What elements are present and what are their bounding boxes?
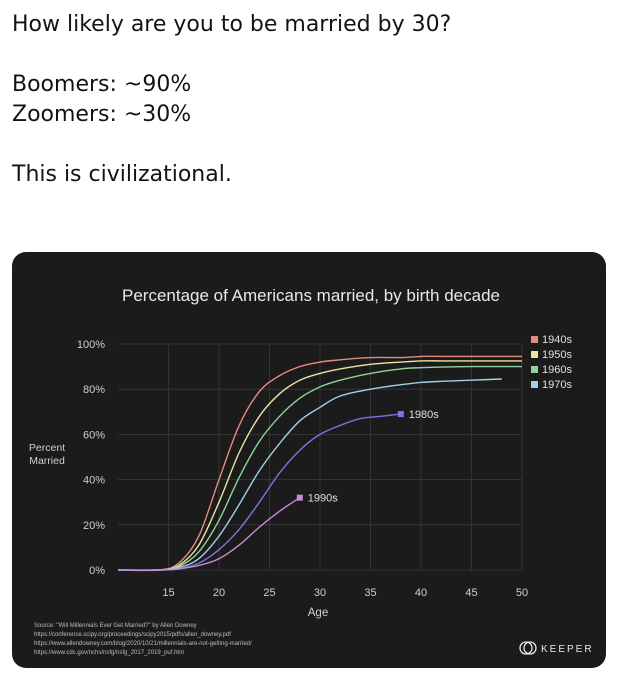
tweet-line-boomers: Boomers: ~90%: [12, 72, 192, 97]
x-tick-label: 30: [313, 587, 327, 599]
y-tick-label: 20%: [82, 519, 105, 532]
legend-swatch-1960s: [531, 366, 538, 373]
annotation-marker-1980s: [398, 411, 404, 417]
y-tick-label: 80%: [82, 384, 105, 397]
x-tick-label: 45: [465, 587, 478, 599]
y-tick-label: 60%: [82, 429, 105, 442]
legend-label-1940s: 1940s: [542, 334, 572, 346]
x-tick-label: 20: [212, 587, 226, 599]
legend-swatch-1970s: [531, 381, 538, 388]
chart-legend: [531, 334, 572, 391]
series-line-1970s: [118, 379, 502, 570]
legend-label-1970s: 1970s: [542, 379, 572, 391]
source-line-2: https://conference.scipy.org/proceedings/scipy2015/pdfs/allen_downey.pdf: [34, 632, 231, 638]
brand-name: KEEPER: [541, 644, 594, 655]
marriage-chart: [12, 252, 606, 668]
keeper-logo-icon: [520, 642, 536, 654]
y-axis-label-line2: Married: [29, 455, 65, 467]
chart-annotations: [297, 409, 439, 505]
y-tick-label: 100%: [76, 339, 105, 351]
series-line-1980s: [118, 414, 401, 570]
legend-swatch-1940s: [531, 336, 538, 343]
chart-title: Percentage of Americans married, by birth decade: [122, 286, 500, 305]
x-axis-label: Age: [307, 607, 329, 619]
legend-swatch-1950s: [531, 351, 538, 358]
source-line-3: https://www.allendowney.com/blog/2020/10/21/millennials-are-not-getting-married/: [34, 641, 252, 647]
annotation-label-1980s: 1980s: [408, 409, 439, 422]
x-tick-label: 25: [263, 587, 276, 599]
x-tick-label: 50: [515, 587, 529, 599]
annotation-marker-1990s: [297, 495, 303, 501]
tweet-line-conclusion: This is civilizational.: [12, 162, 232, 187]
legend-label-1960s: 1960s: [542, 364, 572, 376]
x-tick-label: 40: [414, 587, 428, 599]
legend-label-1950s: 1950s: [542, 349, 572, 361]
annotation-label-1990s: 1990s: [307, 492, 338, 505]
y-axis-label-line1: Percent: [28, 442, 66, 454]
chart-tick-labels: [77, 339, 528, 599]
source-line-1: Source: "Will Millennials Ever Get Married?" by Allen Downey: [34, 623, 197, 629]
x-tick-label: 15: [162, 587, 175, 599]
chart-image-card[interactable]: [12, 252, 606, 668]
y-tick-label: 0%: [89, 565, 105, 577]
tweet-line-question: How likely are you to be married by 30?: [12, 12, 452, 37]
y-tick-label: 40%: [82, 474, 105, 487]
tweet-text: [12, 10, 602, 190]
source-line-4: https://www.cdc.gov/nchs/nsfg/nsfg_2017_2019_puf.htm: [34, 650, 185, 656]
chart-grid: [118, 344, 522, 570]
tweet-line-zoomers: Zoomers: ~30%: [12, 102, 192, 127]
x-tick-label: 35: [364, 587, 377, 599]
